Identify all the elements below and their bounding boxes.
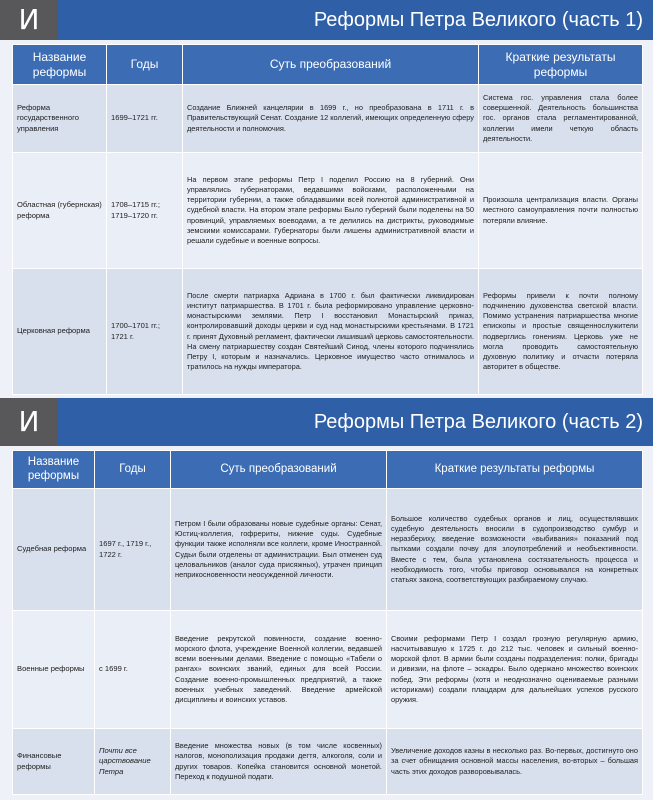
reforms-table-2 <box>12 450 643 795</box>
slide-header <box>0 0 653 40</box>
cell-essence: Введение множества новых (в том числе косвенных) налогов, монополизация продажи дегтя, алкоголя, соли и других товаров. Копейка становится основной монетой. Переход к подушной подати. <box>171 729 387 795</box>
header-results: Краткие результаты реформы <box>479 45 643 85</box>
cell-essence: Создание Ближней канцелярии в 1699 г., но преобразована в 1711 г. в Правительствующий Сенат. Создание 12 коллегий, имеющих определенную сферу деятельности и полномочия. <box>183 85 479 153</box>
slide-part-1 <box>0 0 653 398</box>
table-row <box>13 729 643 795</box>
cell-essence: Введение рекрутской повинности, создание военно-морского флота, учреждение Военной коллегии, ведавшей всеми военными делами. Введение с помощью «Табели о рангах» воинских званий, единых для всей России. Создание военно-промышленных предприятий, а также военных учебных заведений. Введение армейской дисциплины и воинских уставов. <box>171 611 387 729</box>
cell-results: Большое количество судебных органов и лиц, осуществлявших судебную деятельность вносили в судопроизводство сумбур и неразбериху, введение возможности «выбивания» показаний под пытками создали почву для злоупотреблений и необъективности. Вместе с тем, была установлена состязательность процесса и необходимость того, чтобы приговор основывался на конкретных статьях закона, соответствующих разбираемому случаю. <box>387 489 643 611</box>
cell-years: 1699–1721 гг. <box>107 85 183 153</box>
cell-results: Произошла централизация власти. Органы местного самоуправления почти полностью потеряли влияние. <box>479 153 643 269</box>
logo-i: И <box>0 398 58 446</box>
table-row <box>13 269 643 395</box>
cell-essence: На первом этапе реформы Петр I поделил Россию на 8 губерний. Они управлялись губернаторами, ведавшими войсками, расположенными на территории губернии, а также обладавшими всей полнотой административной и судебной власти. На втором этапе реформы Было губерний были поделены на 50 провинций, управляемых воеводами, а те делились на дистрикты, руководимые земскими комиссарами. Губернаторы были лишены административной власти и решали судебные и военные вопросы. <box>183 153 479 269</box>
header-years: Годы <box>95 451 171 489</box>
slide-title: Реформы Петра Великого (часть 2) <box>313 411 643 433</box>
header-essence: Суть преобразований <box>183 45 479 85</box>
cell-name: Церковная реформа <box>13 269 107 395</box>
cell-results: Система гос. управления стала более совершенной. Деятельность большинства гос. органов стала регламентированной, коллегии имели четкую область деятельности. <box>479 85 643 153</box>
cell-years: 1697 г., 1719 г., 1722 г. <box>95 489 171 611</box>
logo-i: И <box>0 0 58 40</box>
table-row <box>13 153 643 269</box>
cell-name: Судебная реформа <box>13 489 95 611</box>
cell-name: Финансовые реформы <box>13 729 95 795</box>
cell-years: Почти все царствование Петра <box>95 729 171 795</box>
cell-name: Военные реформы <box>13 611 95 729</box>
table-row <box>13 85 643 153</box>
cell-years: 1708–1715 гг.; 1719–1720 гг. <box>107 153 183 269</box>
table-row <box>13 611 643 729</box>
cell-essence: Петром I были образованы новые судебные органы: Сенат, Юстиц-коллегия, гофрериты, нижние суды. Судебные функции также исполняли все коллеги, кроме Иностранной. Судьи были отделены от администрации. Был отменен суд целовальников (аналог суда присяжных), утрачен принцип неприкосновенности неосужденной личности. <box>171 489 387 611</box>
slide-title: Реформы Петра Великого (часть 1) <box>313 9 643 31</box>
header-essence: Суть преобразований <box>171 451 387 489</box>
slide-header <box>0 398 653 446</box>
header-name: Название реформы <box>13 451 95 489</box>
cell-results: Увеличение доходов казны в несколько раз. Во-первых, достигнуто оно за счет обнищания основной массы населения, во-вторых – большая часть этих доходов разворовывалась. <box>387 729 643 795</box>
table-row <box>13 489 643 611</box>
slide-part-2 <box>0 398 653 800</box>
cell-years: 1700–1701 гг.; 1721 г. <box>107 269 183 395</box>
cell-name: Реформа государственного управления <box>13 85 107 153</box>
cell-years: с 1699 г. <box>95 611 171 729</box>
reforms-table-1 <box>12 44 643 395</box>
cell-essence: После смерти патриарха Адриана в 1700 г. был фактически ликвидирован институт патриаршества. В 1701 г. была реформировано управление церковно-монастырскими землями. Петр I восстановил Монастырский приказ, контролировавший доходы церкви и суд над монастырскими крестьянами. В 1721 г. принят Духовный регламент, фактически лишивший церковь самостоятельности. На смену патриаршеству создан Святейший Синод, члены которого подчинялись Петру I, которым и назначались. Церковное имущество часто отнималось и тратилось на нужды императора. <box>183 269 479 395</box>
header-name: Название реформы <box>13 45 107 85</box>
header-years: Годы <box>107 45 183 85</box>
cell-results: Реформы привели к почти полному подчинению духовенства светской власти. Помимо устранения патриаршества многие епископы и простые священнослужители подверглись гонениям. Церковь уже не могла проводить самостоятельную духовную политику и отчасти потеряла авторитет в обществе. <box>479 269 643 395</box>
cell-results: Своими реформами Петр I создал грозную регулярную армию, насчитывавшую к 1725 г. до 212 тыс. человек и сильный военно-морской флот. В армии были созданы подразделения: полки, бригады и дивизии, на флоте – эскадры. Было одержано множество воинских побед. Эти реформы (хотя и неоднозначно оцениваемые разными историками) создали плацдарм для дальнейших успехов русского оружия. <box>387 611 643 729</box>
header-results: Краткие результаты реформы <box>387 451 643 489</box>
cell-name: Областная (губернская) реформа <box>13 153 107 269</box>
